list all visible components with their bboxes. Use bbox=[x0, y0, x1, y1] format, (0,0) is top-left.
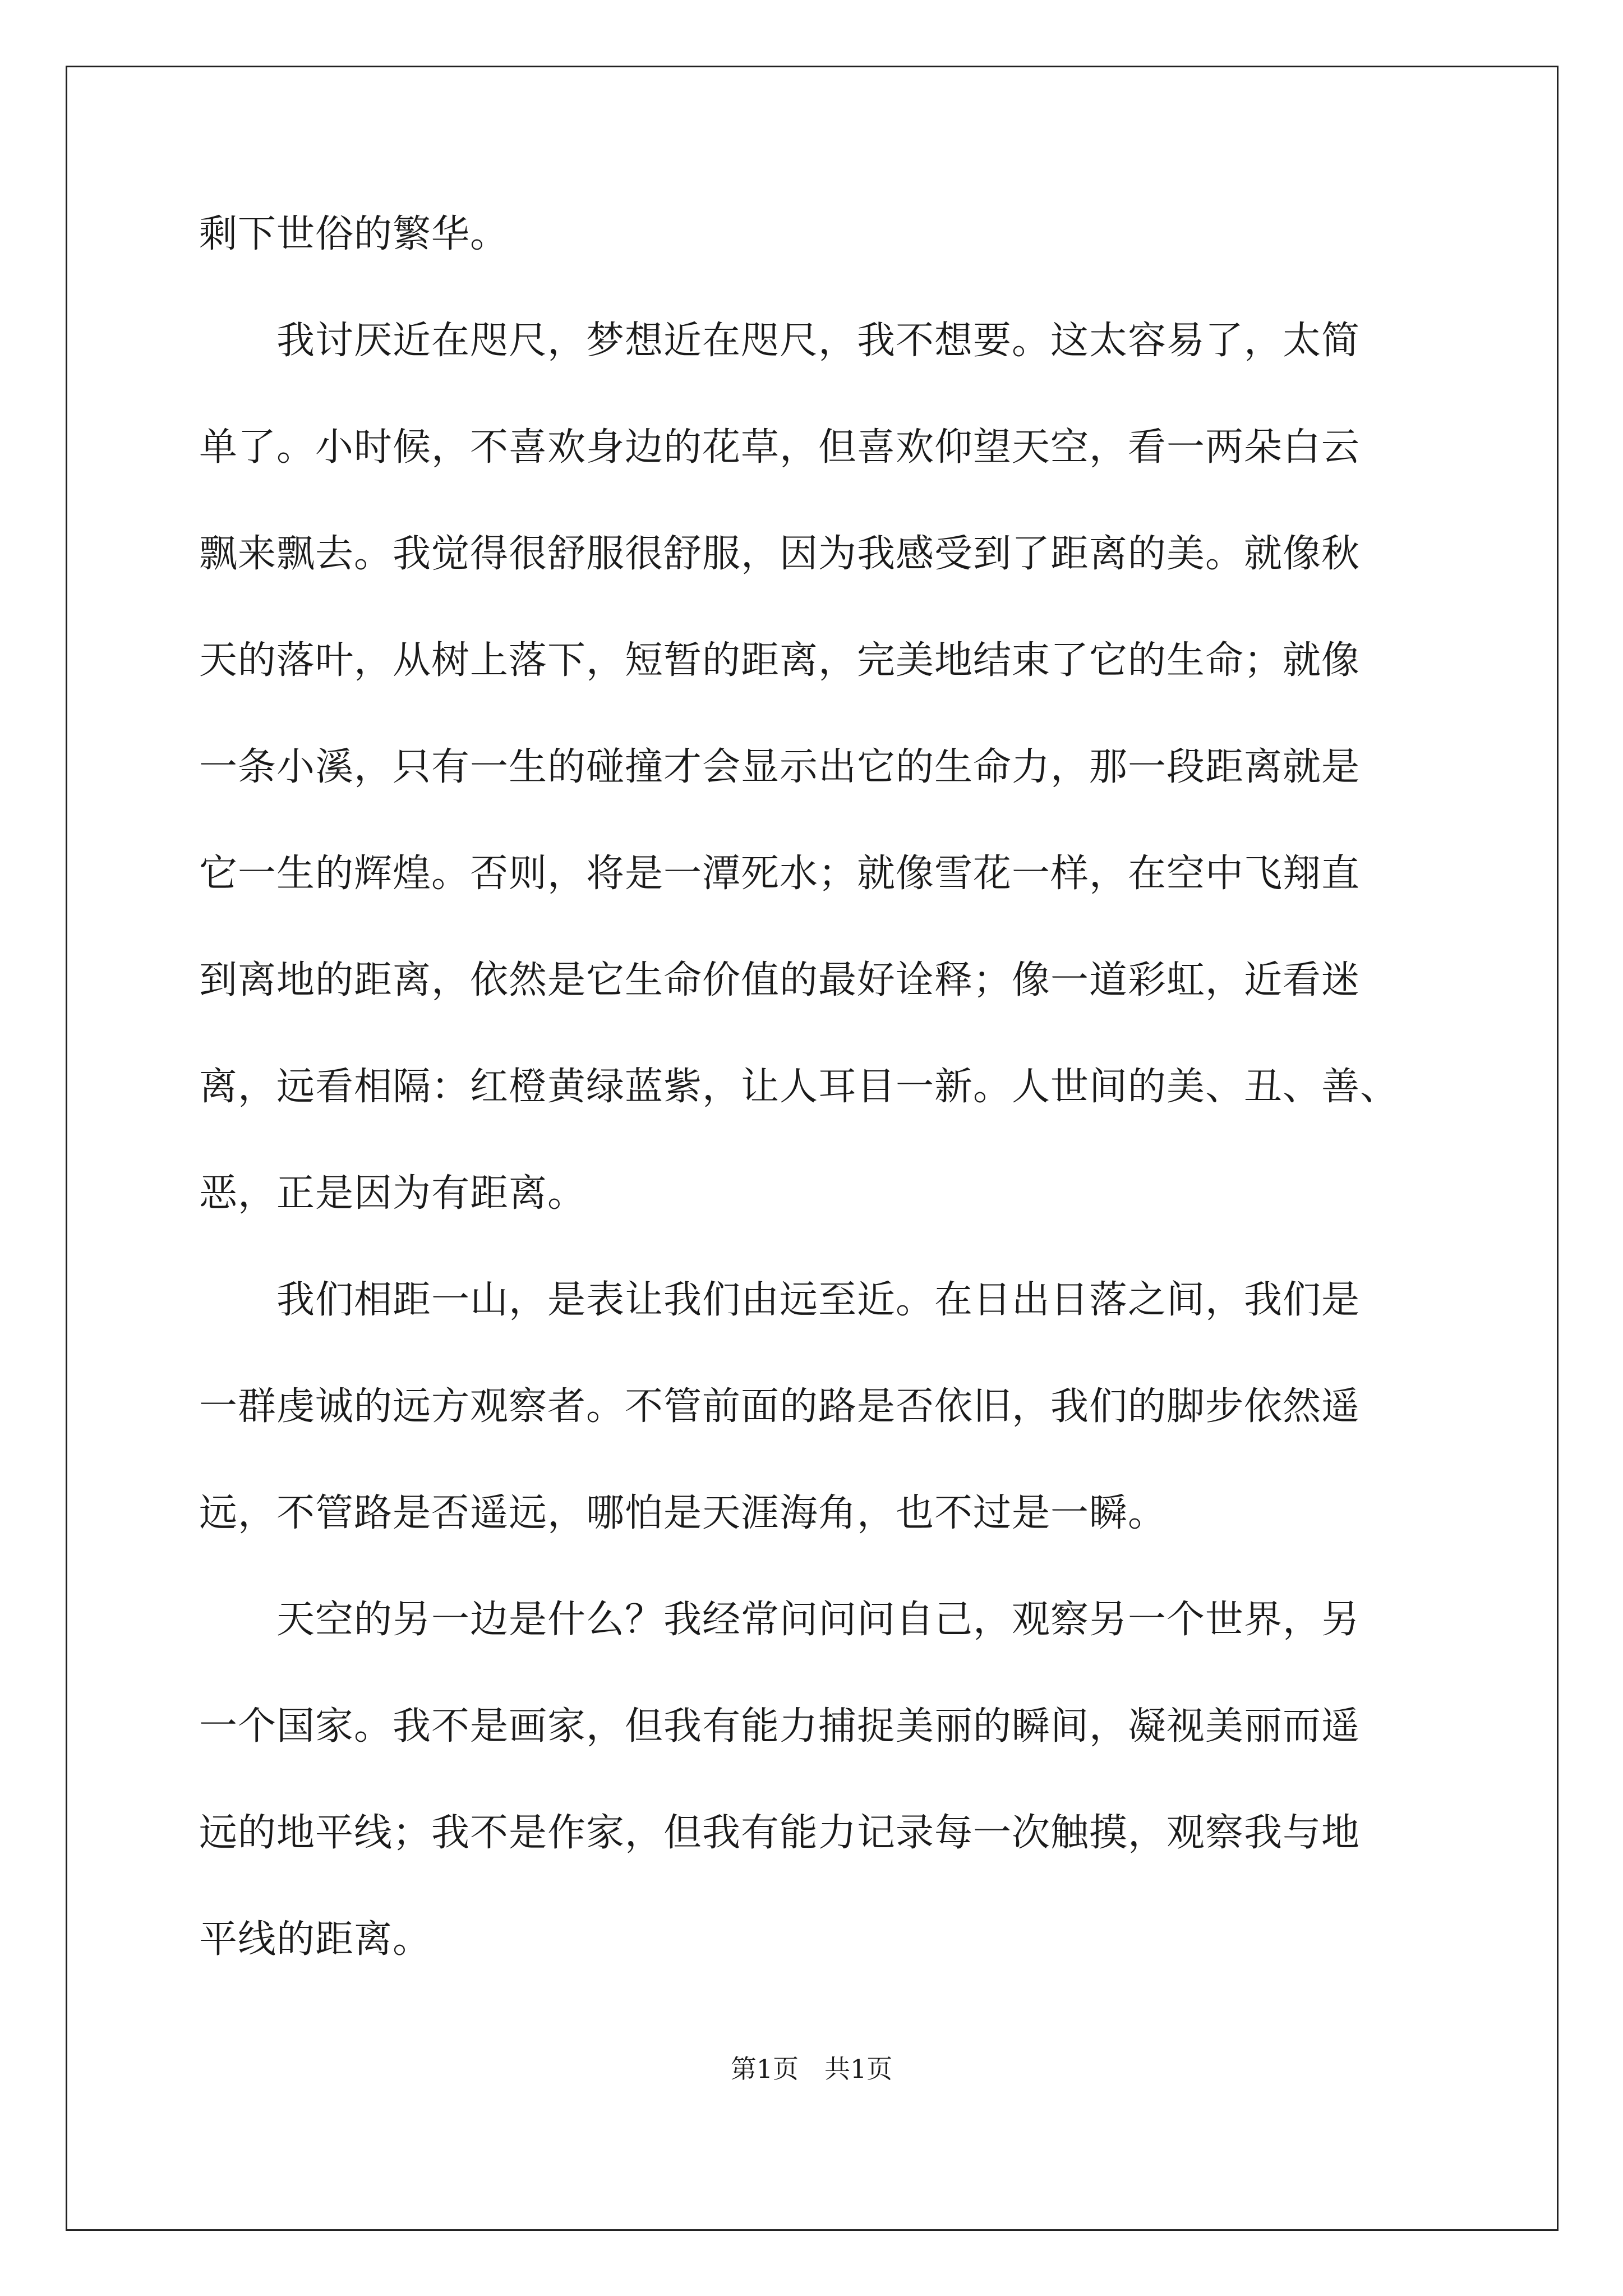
page-number-label: 第1页 共1页 bbox=[730, 2054, 893, 2084]
document-body bbox=[199, 213, 1478, 2025]
text-line: 远，不管路是否遥远，哪怕是天涯海角，也不过是一瞬。 bbox=[199, 1491, 1167, 1535]
text-line: 一条小溪，只有一生的碰撞才会显示出它的生命力，那一段距离就是 bbox=[199, 745, 1361, 789]
text-line: 一个国家。我不是画家，但我有能力捕捉美丽的瞬间，凝视美丽而遥 bbox=[199, 1704, 1361, 1749]
text-line: 它一生的辉煌。否则，将是一潭死水；就像雪花一样，在空中飞翔直 bbox=[199, 852, 1361, 896]
text-line: 剩下世俗的繁华。 bbox=[199, 212, 509, 256]
text-line: 我讨厌近在咫尺，梦想近在咫尺，我不想要。这太容易了，太简 bbox=[199, 319, 1361, 363]
text-line: 天空的另一边是什么？我经常问问问自己，观察另一个世界，另 bbox=[199, 1598, 1361, 1642]
text-line: 飘来飘去。我觉得很舒服很舒服，因为我感受到了距离的美。就像秋 bbox=[199, 532, 1361, 576]
text-line: 远的地平线；我不是作家，但我有能力记录每一次触摸，观察我与地 bbox=[199, 1811, 1361, 1855]
text-line: 离，远看相隔：红橙黄绿蓝紫，让人耳目一新。人世间的美、丑、善、 bbox=[199, 1065, 1399, 1109]
text-line: 恶，正是因为有距离。 bbox=[199, 1171, 587, 1216]
text-line: 平线的距离。 bbox=[199, 1917, 432, 1962]
text-line: 一群虔诚的远方观察者。不管前面的路是否依旧，我们的脚步依然遥 bbox=[199, 1384, 1361, 1429]
text-line: 到离地的距离，依然是它生命价值的最好诠释；像一道彩虹，近看迷 bbox=[199, 958, 1361, 1002]
text-line: 我们相距一山，是表让我们由远至近。在日出日落之间，我们是 bbox=[199, 1278, 1361, 1322]
text-line: 天的落叶，从树上落下，短暂的距离，完美地结束了它的生命；就像 bbox=[199, 638, 1361, 683]
text-line: 单了。小时候，不喜欢身边的花草，但喜欢仰望天空，看一两朵白云 bbox=[199, 425, 1361, 470]
page-footer bbox=[0, 2053, 1623, 2085]
